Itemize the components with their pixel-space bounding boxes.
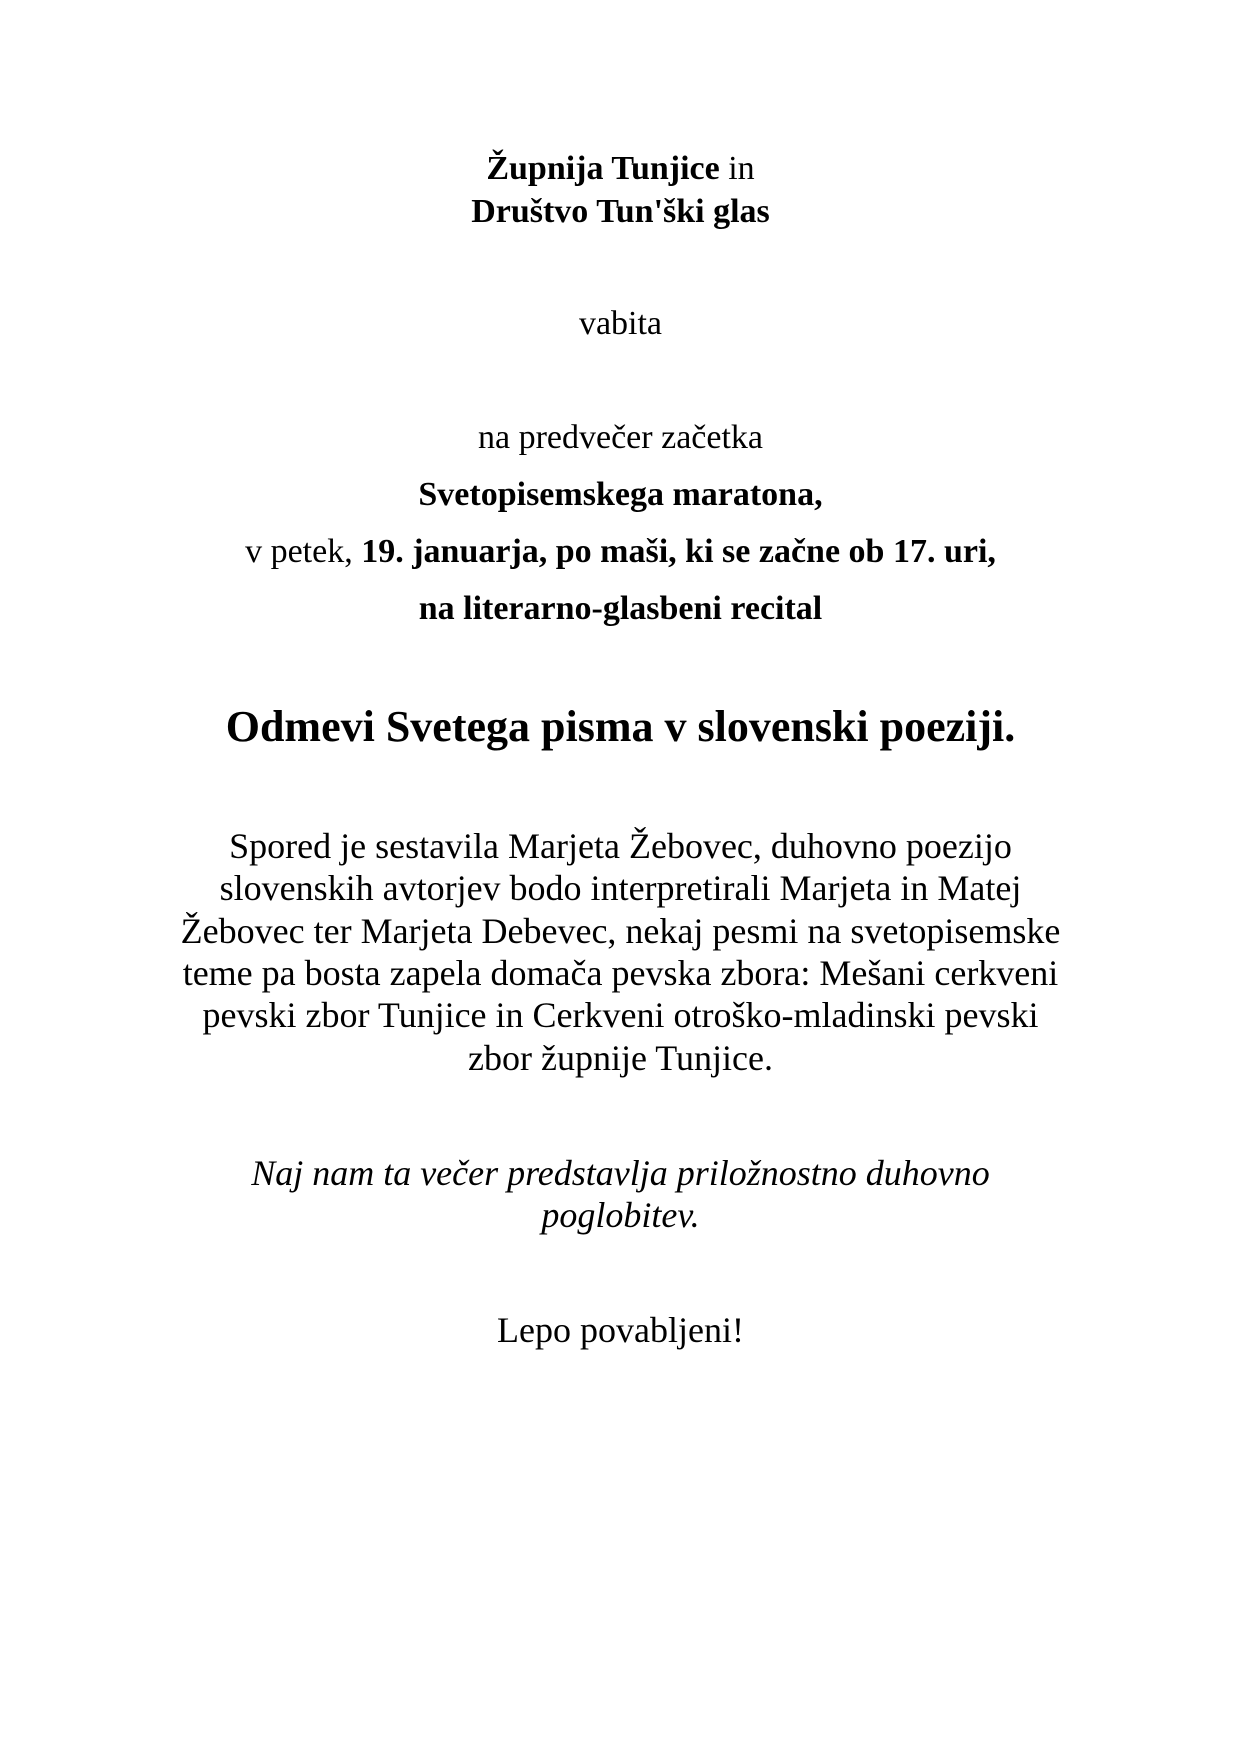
organizer-line-1 (0, 152, 1241, 186)
date-time: 19. januarja, po maši, ki se začne ob 17. uri, (361, 533, 996, 570)
organizer-society: Društvo Tun'ški glas (471, 193, 770, 230)
wish-line: Naj nam ta večer predstavlja priložnostno duhovno (251, 1153, 990, 1193)
description-line: teme pa bosta zapela domača pevska zbora: Mešani cerkveni (182, 953, 1059, 993)
description-line: zbor župnije Tunjice. (468, 1038, 773, 1078)
organizer-parish: Župnija Tunjice (486, 150, 720, 187)
description-line: Žebovec ter Marjeta Debevec, nekaj pesmi na svetopisemske (180, 911, 1061, 951)
description-line: Spored je sestavila Marjeta Žebovec, duhovno poezijo (229, 826, 1012, 866)
conjunction-in: in (719, 150, 755, 187)
description-line: pevski zbor Tunjice in Cerkveni otroško-mladinski pevski (202, 995, 1039, 1035)
recital-title: Odmevi Svetega pisma v slovenski poeziji. (225, 702, 1016, 751)
event-date-line (0, 535, 1241, 569)
wish-line: poglobitev. (541, 1195, 700, 1235)
closing-greeting: Lepo povabljeni! (497, 1310, 744, 1350)
date-prefix: v petek, (245, 533, 362, 570)
description-line: slovenskih avtorjev bodo interpretirali Marjeta in Matej (219, 868, 1022, 908)
event-recital: na literarno-glasbeni recital (418, 590, 823, 627)
event-intro: na predvečer začetka (478, 419, 763, 456)
invite-word: vabita (578, 305, 663, 342)
event-marathon: Svetopisemskega maratona, (418, 476, 823, 513)
